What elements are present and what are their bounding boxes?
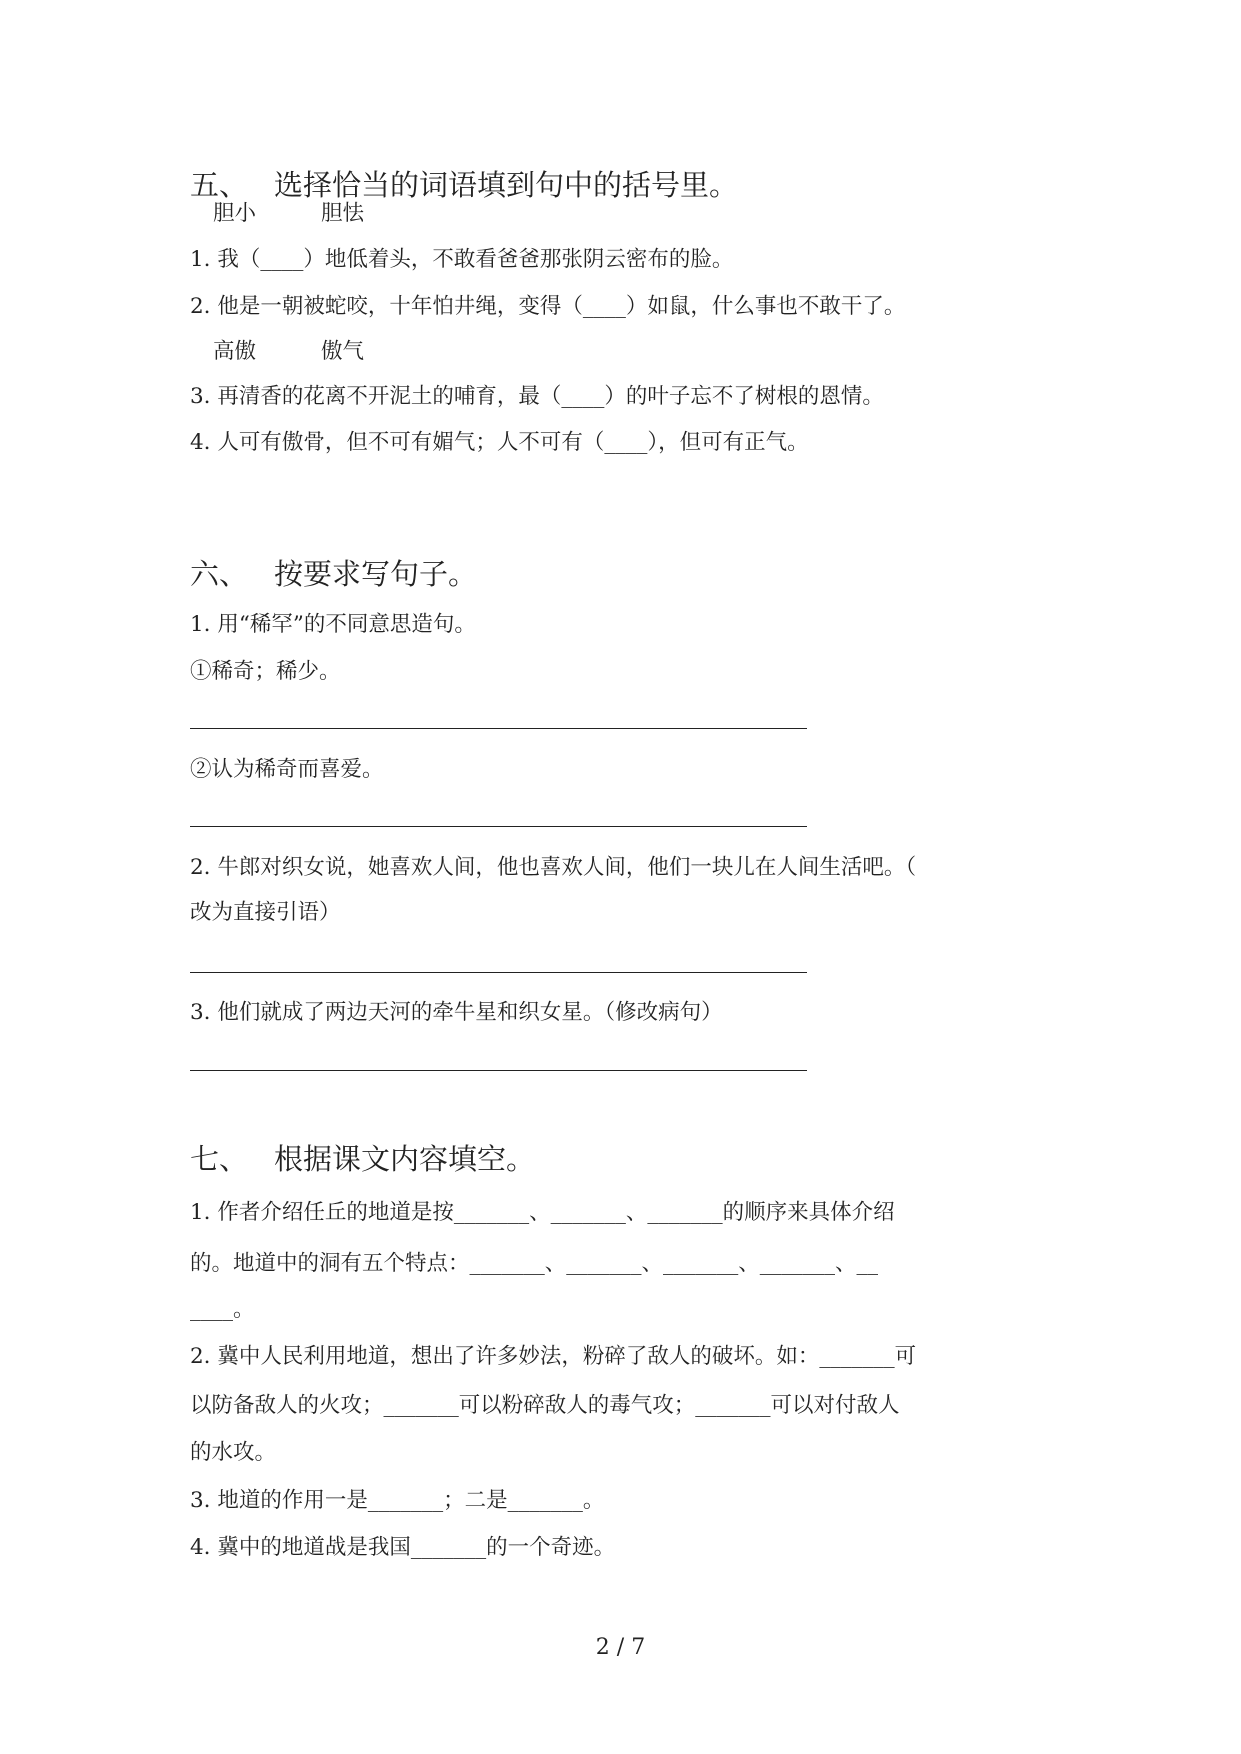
section-title: 选择恰当的词语填到句中的括号里。 [274, 168, 739, 202]
question-text: 3. 他们就成了两边天河的牵牛星和织女星。（修改病句） [190, 1000, 723, 1025]
question-text: 3. 再清香的花离不开泥土的哺育，最（____）的叶子忘不了树根的恩情。 [190, 384, 884, 409]
question-text: 2. 牛郎对织女说，她喜欢人间，他也喜欢人间，他们一块儿在人间生活吧。（ [190, 855, 917, 880]
word-option: 傲气 [321, 339, 365, 364]
question-text: 1. 作者介绍任丘的地道是按_______、_______、_______的顺序来具体介绍 [190, 1200, 895, 1225]
question-text: 的水攻。 [190, 1440, 277, 1465]
answer-line[interactable] [190, 826, 807, 827]
section-number: 七、 [190, 1142, 249, 1176]
answer-line[interactable] [190, 972, 807, 973]
question-text: 的。地道中的洞有五个特点：_______、_______、_______、_______、__ [190, 1251, 879, 1276]
question-text: 以防备敌人的火攻；_______可以粉碎敌人的毒气攻；_______可以对付敌人 [190, 1393, 900, 1418]
section-number: 五、 [190, 168, 249, 202]
question-text: 2. 冀中人民利用地道，想出了许多妙法，粉碎了敌人的破坏。如：_______可 [190, 1344, 917, 1369]
word-option: 胆小 [213, 201, 257, 226]
question-text: 4. 冀中的地道战是我国_______的一个奇迹。 [190, 1535, 616, 1560]
question-text: 2. 他是一朝被蛇咬，十年怕井绳，变得（____）如鼠，什么事也不敢干了。 [190, 294, 906, 319]
section-six-heading [190, 554, 477, 594]
answer-line[interactable] [190, 728, 807, 729]
section-five-heading [190, 165, 738, 205]
sub-question-text: ②认为稀奇而喜爱。 [190, 757, 384, 782]
section-title: 按要求写句子。 [274, 557, 478, 591]
question-text: ____。 [190, 1297, 255, 1322]
section-seven-heading [190, 1139, 535, 1179]
answer-line[interactable] [190, 1070, 807, 1071]
question-text: 4. 人可有傲骨，但不可有媚气；人不可有（____），但可有正气。 [190, 430, 809, 455]
question-text: 改为直接引语） [190, 900, 341, 925]
section-title: 根据课文内容填空。 [274, 1142, 536, 1176]
word-option: 胆怯 [321, 201, 365, 226]
section-number: 六、 [190, 557, 249, 591]
question-text: 1. 我（____）地低着头，不敢看爸爸那张阴云密布的脸。 [190, 247, 734, 272]
sub-question-text: ①稀奇；稀少。 [190, 659, 341, 684]
question-text: 3. 地道的作用一是_______；二是_______。 [190, 1488, 605, 1513]
word-option: 高傲 [213, 339, 257, 364]
question-text: 1. 用“稀罕”的不同意思造句。 [190, 612, 476, 637]
page-number: 2 / 7 [595, 1635, 646, 1660]
